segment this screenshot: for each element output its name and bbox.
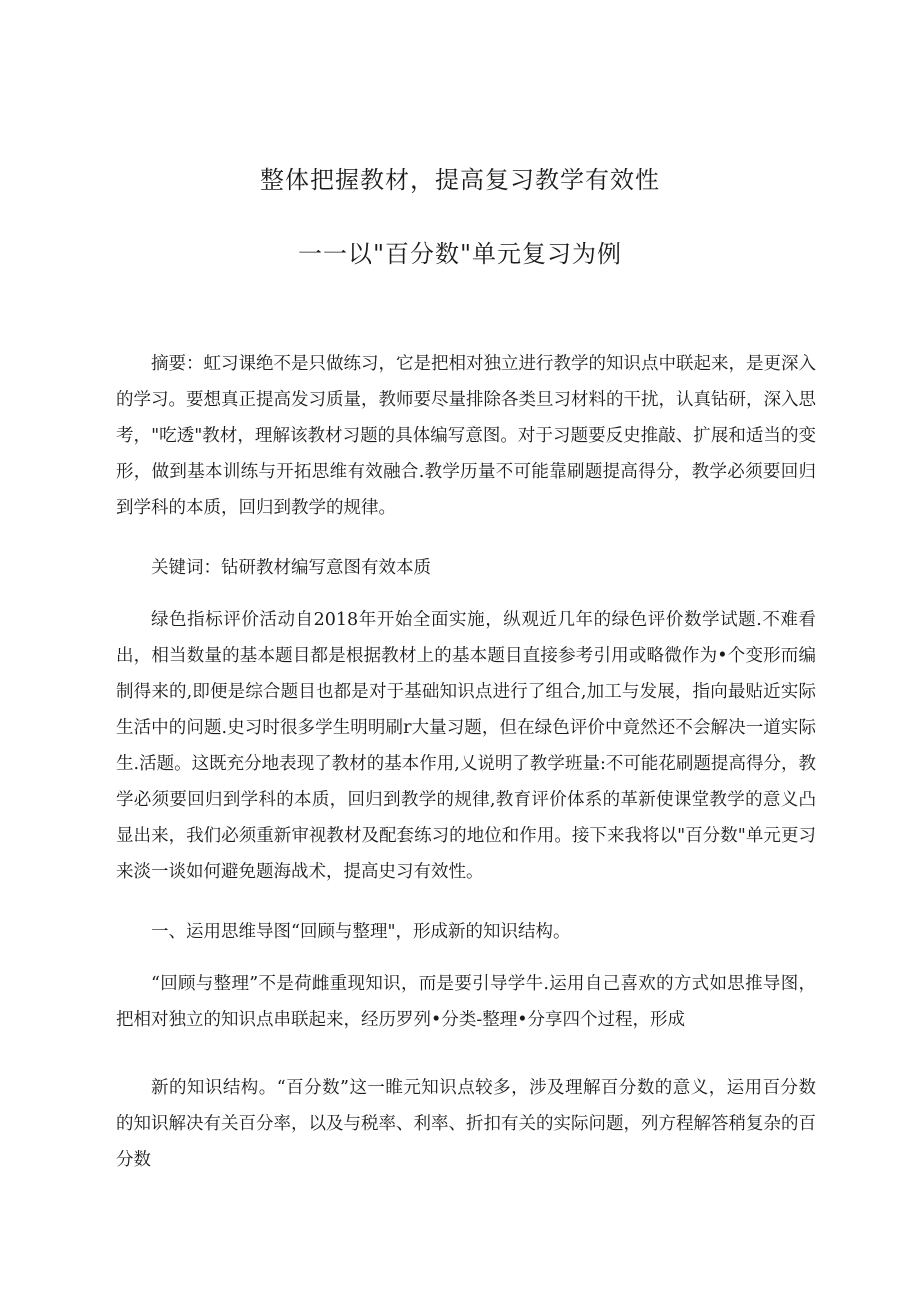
- keywords-line: 关键词：钻研教材编写意图有效本质: [151, 558, 431, 578]
- section-heading: 一、运用思维导图“回顾与整理"，形成新的知识结构。: [151, 922, 571, 942]
- intro-paragraph: 绿色指标评价活动自2018年开始全面实施，纵观近几年的绿色评价数学试题.不难看出，相当数量的基本题目都是根据教材上的基本题目直接参考引用或略微作为•个变形而编制得来的,即便是综合题目也都是对于基础知识点进行了组合,加工与发展，指向最贴近实际生活中的问题.史习时很多学生明明刷r大量习题，但在绿色评价中竟然还不会解决一道实际生.活题。这既充分地表现了教材的基本作用,乂说明了教学班量:不可能花刷题提高得分，教学必须要回归到学科的本质，回归到教学的规律,教育评价体系的革新使课堂教学的意义凸显出来，我们必须重新审视教材及配套练习的地位和作用。接下来我将以"百分数"单元更习来淡一谈如何避免题海战术，提高史习有效性。: [116, 610, 816, 882]
- section-paragraph-continued: 新的知识结构。“百分数”这一睢元知识点较多，涉及理解百分数的意义，运用百分数的知识解决有关百分率，以及与税率、利率、折扣有关的实际问题，列方程解答稍复杂的百分数: [116, 1078, 816, 1170]
- document-title: 整体把握教材，提高复习教学有效性: [260, 166, 660, 194]
- section-paragraph: “回顾与整理”不是荷雌重现知识，而是要引导学牛.运用自己喜欢的方式如思推导图，把相对独立的知识点串联起来，经历罗列•分类-整理•分享四个过程，形成: [116, 974, 816, 1030]
- document-subtitle: 一一以"百分数"单元复习为例: [297, 240, 623, 268]
- abstract-paragraph: 摘要：虹习课绝不是只做练习，它是把相对独立进行教学的知识点中联起来，是更深入的学习。要想真正提高发习质量，教师要尽量排除各类旦习材料的干扰，认真钻研，深入思考，"吃透"教材，理解该教材习题的具体编写意图。对于习题要反史推敲、扩展和适当的变形，做到基本训练与开拓思维有效融合.教学历量不可能靠刷题提高得分，教学必须要回归到学科的本质，回归到教学的规律。: [116, 354, 816, 518]
